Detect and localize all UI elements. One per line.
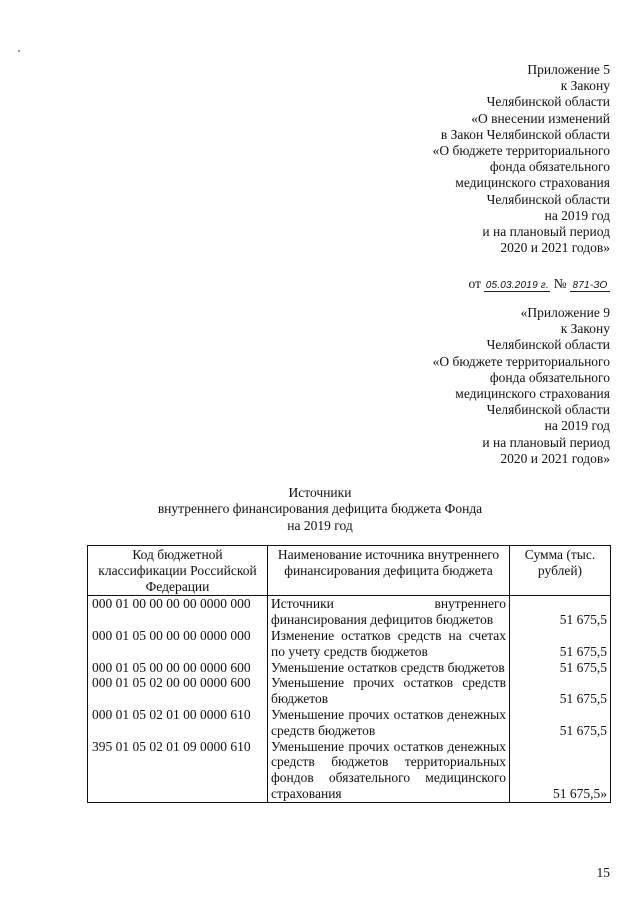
table-row <box>88 660 611 676</box>
scan-speck <box>18 50 20 52</box>
row-sum: 51 675,5 <box>510 660 611 676</box>
row-sum: 51 675,5 <box>510 675 611 707</box>
law-date-line <box>469 276 611 292</box>
law-date: 05.03.2019 г. <box>485 280 549 291</box>
title-line: внутреннего финансирования дефицита бюджета Фонда <box>157 501 483 517</box>
document-title <box>0 485 640 534</box>
row-code: 000 01 05 02 00 00 0000 600 <box>88 675 268 707</box>
appendix-9-line: «Приложение 9 <box>520 305 610 320</box>
appendix-9-line: и на плановый период <box>482 434 610 450</box>
appendix-5-line: в Закон Челябинской области <box>440 126 610 142</box>
row-sum: 51 675,5 <box>510 707 611 739</box>
appendix-5-line: «О бюджете территориального <box>432 143 610 159</box>
appendix-9-line: на 2019 год <box>544 418 610 434</box>
row-name: Уменьшение остатков средств бюджетов <box>268 660 510 676</box>
row-sum: 51 675,5 <box>510 628 611 660</box>
table-row <box>88 675 611 707</box>
page-number: 15 <box>596 865 610 880</box>
appendix-5-line: Приложение 5 <box>527 62 610 77</box>
from-label: от <box>468 276 481 291</box>
appendix-5-line: «О внесении изменений <box>471 110 610 126</box>
row-sum: 51 675,5 <box>510 596 611 628</box>
appendix-5-line: Челябинской области <box>486 191 610 207</box>
row-code: 395 01 05 02 01 09 0000 610 <box>88 739 268 803</box>
appendix-5-line: 2020 и 2021 годов» <box>500 240 610 256</box>
appendix-5-line: к Закону <box>560 78 610 94</box>
appendix-9-line: фонда обязательного <box>489 369 610 385</box>
appendix-5-line: Челябинской области <box>486 94 610 110</box>
table-row <box>88 596 611 628</box>
appendix-9-line: к Закону <box>560 321 610 337</box>
row-code: 000 01 05 00 00 00 0000 000 <box>88 628 268 660</box>
table-row <box>88 739 611 803</box>
header-sum: Сумма (тыс. рублей) <box>510 546 611 596</box>
law-number: 871-ЗО <box>570 280 610 292</box>
header-code: Код бюджетной классификации Российской Федерации <box>88 546 268 596</box>
appendix-9-line: «О бюджете территориального <box>432 353 610 369</box>
appendix-9-header <box>433 305 610 467</box>
table-row <box>88 707 611 739</box>
appendix-5-line: на 2019 год <box>544 207 610 223</box>
title-line: Источники <box>288 485 352 500</box>
table-row <box>88 628 611 660</box>
row-name: Уменьшение прочих остатков денежных средств бюджетов <box>268 707 510 739</box>
appendix-9-line: Челябинской области <box>486 402 610 418</box>
appendix-5-header <box>433 62 610 256</box>
row-name: Уменьшение прочих остатков денежных средств бюджетов территориальных фондов обязательного медицинского страхования <box>268 739 510 803</box>
table-header-row <box>88 546 611 596</box>
appendix-5-line: и на плановый период <box>482 224 610 240</box>
row-code: 000 01 05 00 00 00 0000 600 <box>88 660 268 676</box>
title-line: на 2019 год <box>287 517 353 533</box>
appendix-9-line: медицинского страхования <box>455 386 610 402</box>
number-label: № <box>553 276 567 291</box>
appendix-9-line: Челябинской области <box>486 337 610 353</box>
row-sum: 51 675,5» <box>510 739 611 803</box>
row-name: Изменение остатков средств на счетах по учету средств бюджетов <box>268 628 510 660</box>
row-code: 000 01 00 00 00 00 0000 000 <box>88 596 268 628</box>
appendix-5-line: медицинского страхования <box>455 175 610 191</box>
header-name: Наименование источника внутреннего финансирования дефицита бюджета <box>268 546 510 596</box>
appendix-9-line: 2020 и 2021 годов» <box>500 450 610 466</box>
appendix-5-line: фонда обязательного <box>489 159 610 175</box>
financing-sources-table <box>87 545 611 803</box>
row-code: 000 01 05 02 01 00 0000 610 <box>88 707 268 739</box>
row-name: Источники внутреннего финансирования дефицитов бюджетов <box>268 596 510 628</box>
row-name: Уменьшение прочих остатков средств бюджетов <box>268 675 510 707</box>
